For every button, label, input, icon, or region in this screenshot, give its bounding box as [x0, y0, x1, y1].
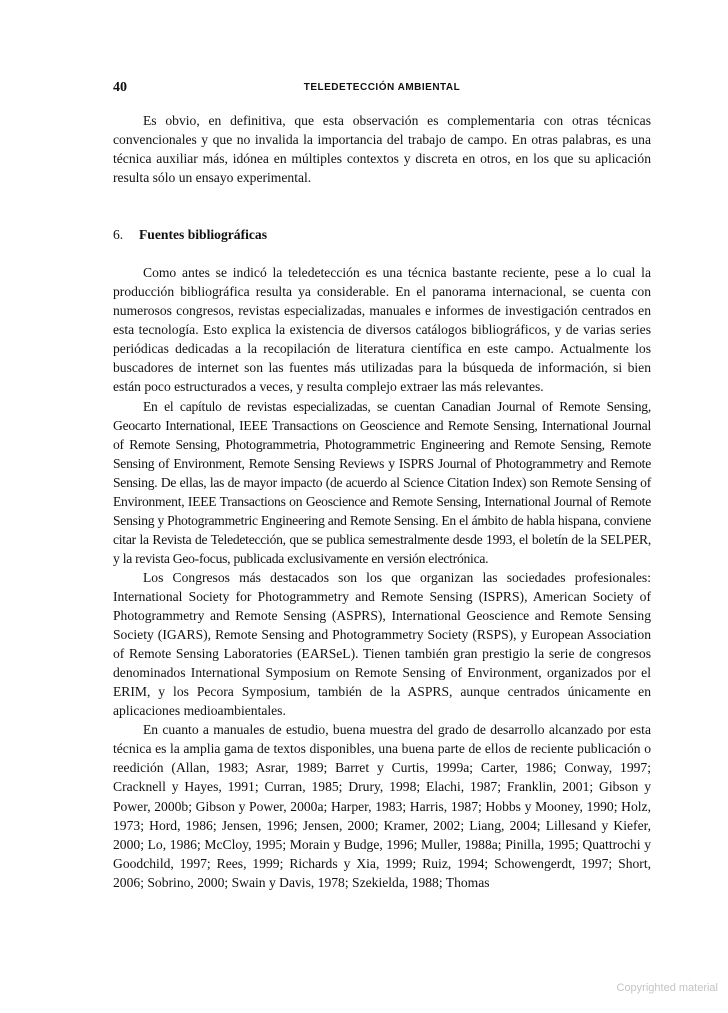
page-header	[113, 80, 651, 98]
paragraph-intro: Es obvio, en definitiva, que esta observación es complementaria con otras técnicas convencionales y que no invalida la importancia del trabajo de campo. En otras palabras, es una técnica auxiliar más, idónea en múltiples contextos y discreta en otros, en los que su aplicación resulta sólo un ensayo experimental.	[113, 113, 651, 186]
running-head: TELEDETECCIÓN AMBIENTAL	[303, 82, 461, 93]
section-number: 6.	[113, 227, 124, 243]
page-body	[113, 111, 651, 892]
paragraph-manuals: En cuanto a manuales de estudio, buena muestra del grado de desarrollo alcanzado por esta técnica es la amplia gama de textos disponibles, una buena parte de ellos de reciente publicación o reedición (Allan, 1983; Asrar, 1989; Barret y Curtis, 1999a; Carter, 1986; Conway, 1997; Cracknell y Hayes, 1991; Curran, 1985; Drury, 1998; Elachi, 1987; Franklin, 2001; Gibson y Power, 2000b; Gibson y Power, 2000a; Harper, 1983; Harris, 1987; Hobbs y Mooney, 1990; Holz, 1973; Hord, 1986; Jensen, 1996; Jensen, 2000; Kramer, 2002; Liang, 2004; Lillesand y Kiefer, 2000; Lo, 1986; McCloy, 1995; Morain y Budge, 1996; Muller, 1988a; Pinilla, 1995; Quattrochi y Goodchild, 1997; Rees, 1999; Richards y Xia, 1999; Ruiz, 1994; Schowengerdt, 1997; Short, 2006; Sobrino, 2000; Swain y Davis, 1978; Szekielda, 1988; Thomas	[113, 722, 651, 890]
copyright-watermark: Copyrighted material	[616, 982, 718, 994]
section-title: Fuentes bibliográficas	[139, 227, 268, 243]
paragraph-journals: En el capítulo de revistas especializadas, se cuentan Canadian Journal of Remote Sensing, Geocarto International, IEEE Transactions on Geoscience and Remote Sensing, International Journal of Remote Sensing, Photogrammetria, Photogrammetric Engineering and Remote Sensing, Remote Sensing of Environment, Remote Sensing Reviews y ISPRS Journal of Photogrammetry and Remote Sensing. De ellas, las de mayor impacto (de acuerdo al Science Citation Index) son Remote Sensing of Environment, IEEE Transactions on Geoscience and Remote Sensing, International Journal of Remote Sensing y Photogrammetric Engineering and Remote Sensing. En el ámbito de habla hispana, conviene citar la Revista de Teledetección, que se publica semestralmente desde 1993, el boletín de la SELPER, y la revista Geo-focus, publicada exclusivamente en versión electrónica.	[113, 398, 651, 566]
paragraph-bibliography-overview: Como antes se indicó la teledetección es una técnica bastante reciente, pese a lo cual la producción bibliográfica resulta ya considerable. En el panorama internacional, se cuenta con numerosos congresos, revistas especializadas, manuales e informes de investigación centrados en esta tecnología. Esto explica la existencia de diversos catálogos bibliográficos, y de varias series periódicas dedicadas a la recopilación de literatura científica en este campo. Actualmente los buscadores de internet son las fuentes más utilizadas para la búsqueda de información, si bien están poco estructurados a veces, y resulta complejo extraer las más relevantes.	[113, 265, 651, 395]
section-heading	[113, 225, 651, 244]
page-number: 40	[113, 80, 127, 95]
paragraph-congresses: Los Congresos más destacados son los que organizan las sociedades profesionales: International Society for Photogrammetry and Remote Sensing (ISPRS), American Society of Photogrammetry and Remote Sensing (ASPRS), International Geoscience and Remote Sensing Society (IGARS), Remote Sensing and Photogrammetry Society (RSPS), y European Association of Remote Sensing Laboratories (EARSeL). Tienen también gran prestigio la serie de congresos denominados International Symposium on Remote Sensing of Environment, organizados por el ERIM, y los Pecora Symposium, también de la ASPRS, aunque centrados únicamente en aplicaciones medioambientales.	[113, 569, 651, 719]
